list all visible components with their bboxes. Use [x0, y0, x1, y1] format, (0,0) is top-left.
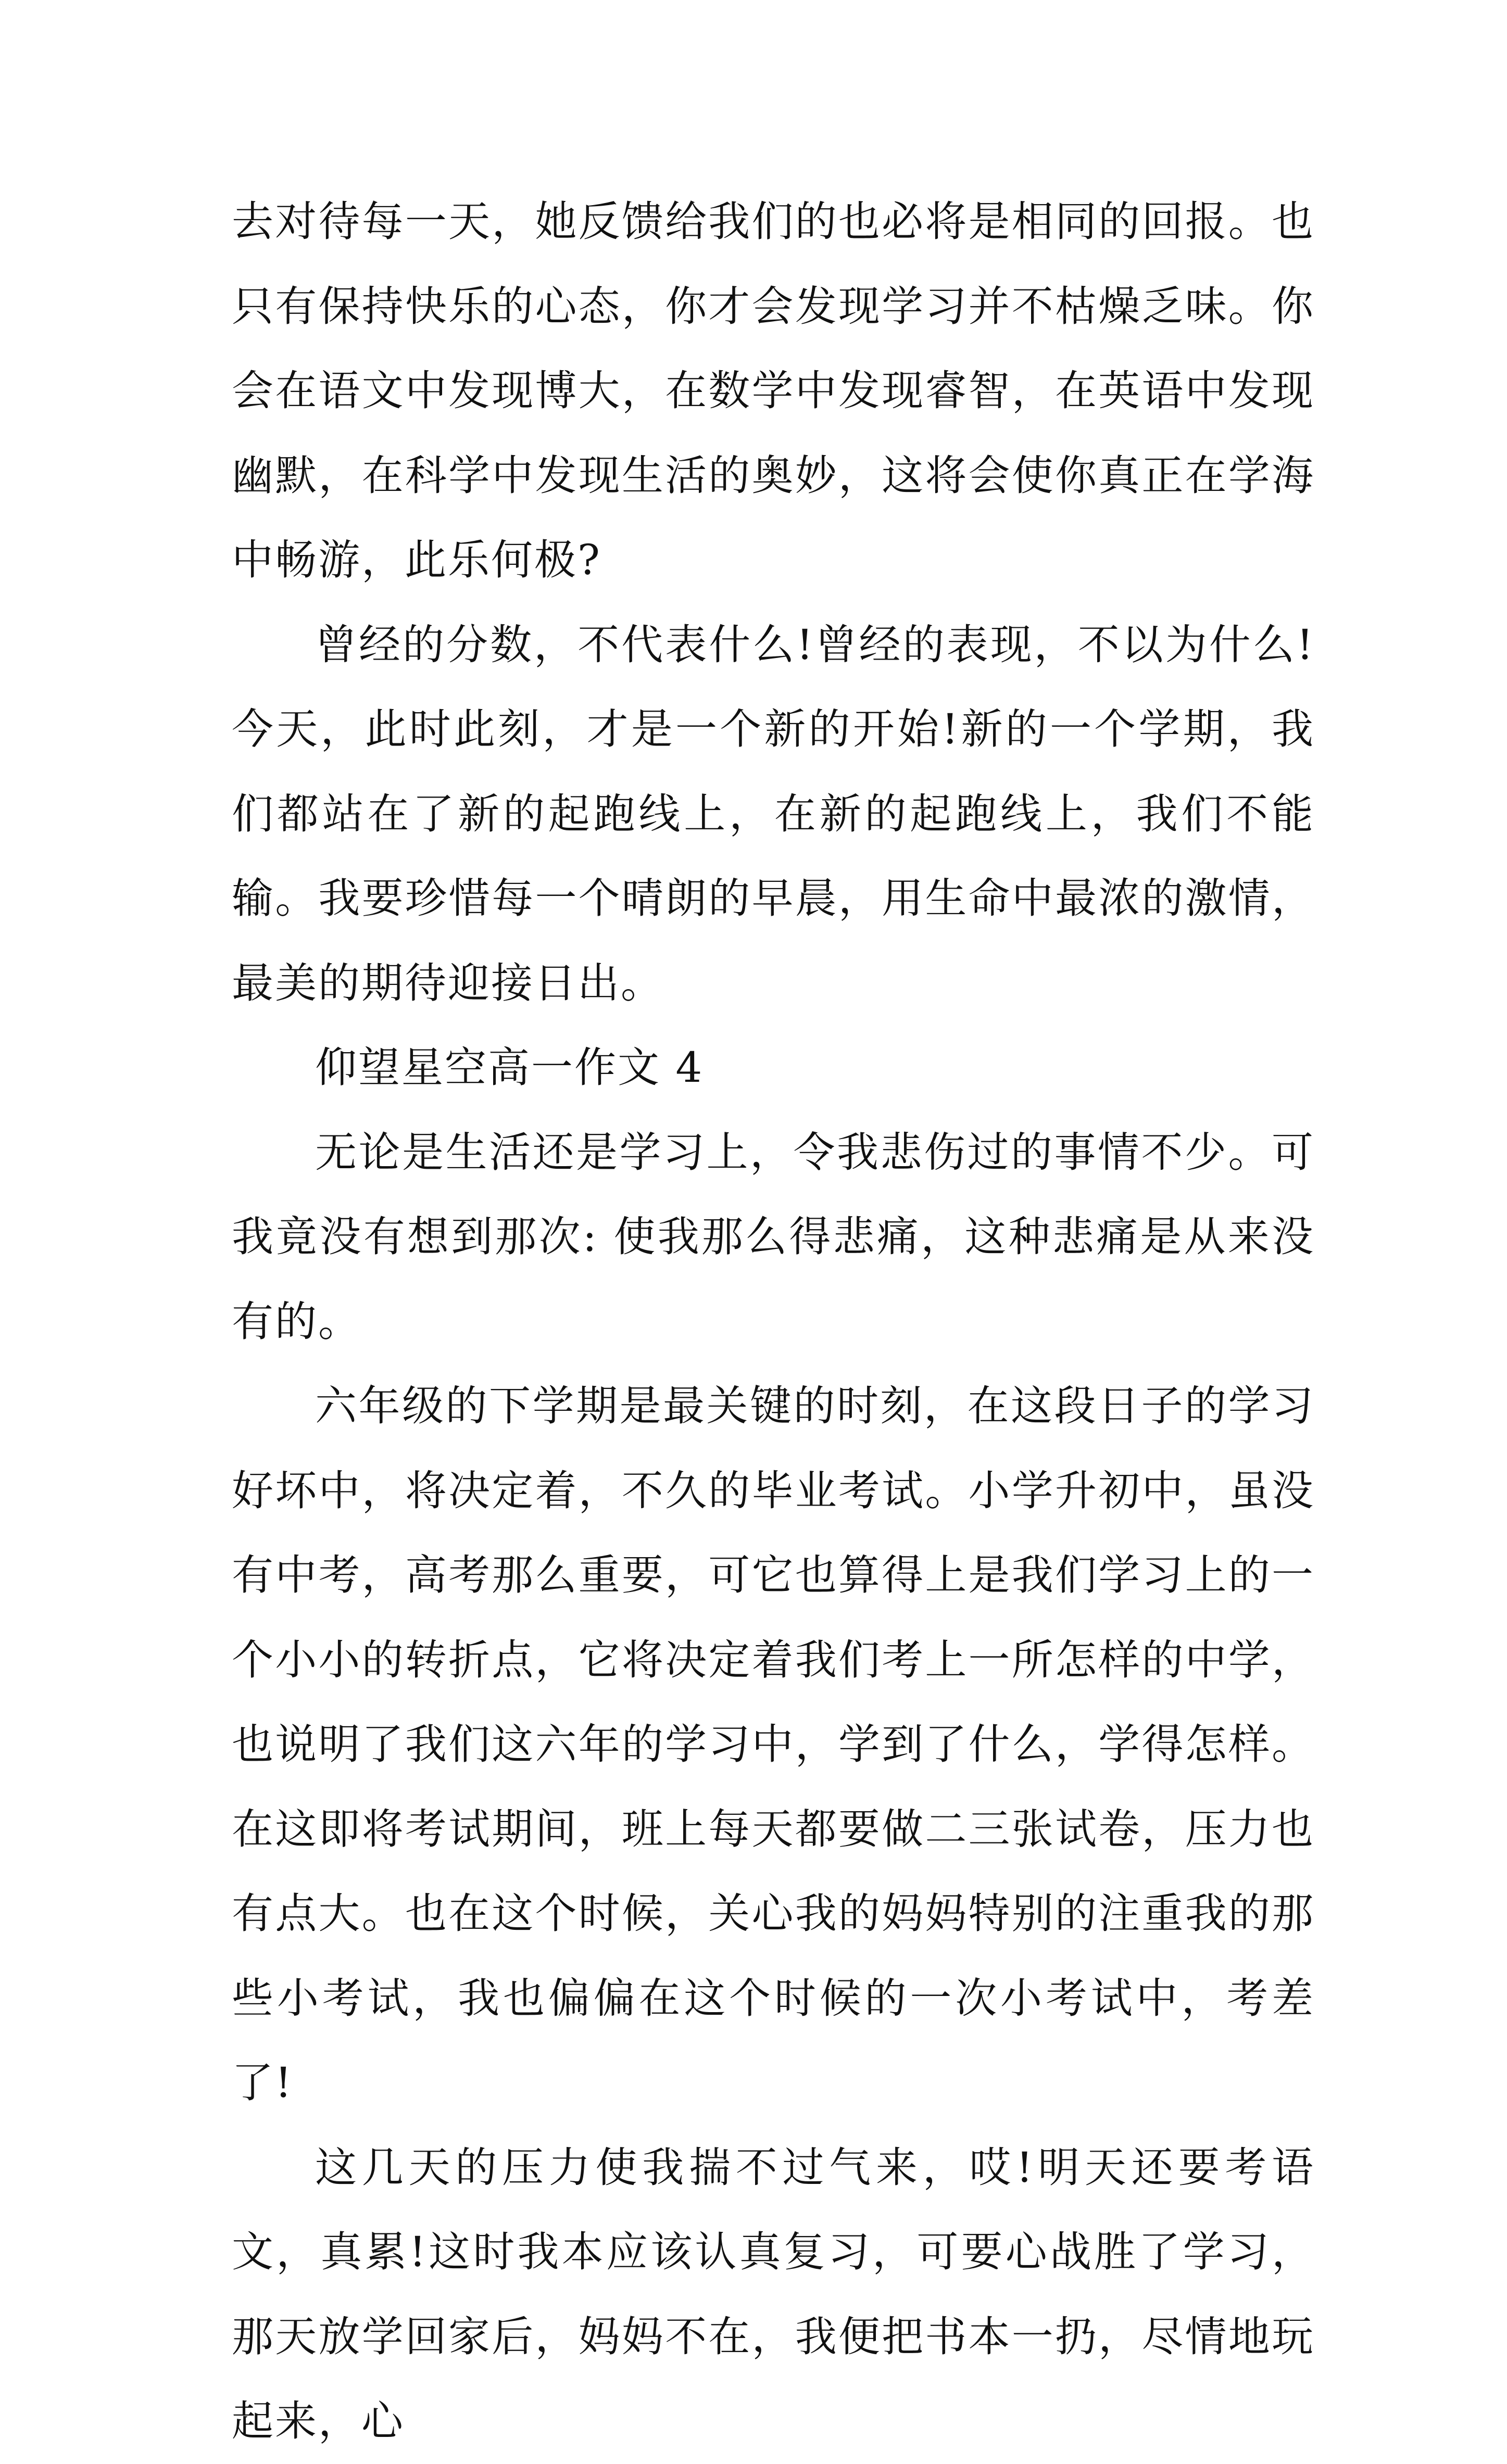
paragraph: 无论是生活还是学习上，令我悲伤过的事情不少。可我竟没有想到那次: 使我那么得悲痛，这种悲痛是从来没有的。 [232, 1128, 1315, 1346]
paragraph: 六年级的下学期是最关键的时刻，在这段日子的学习好坏中，将决定着，不久的毕业考试。小学升初中，虽没有中考，高考那么重要，可它也算得上是我们学习上的一个小小的转折点，它将决定着我们考上一所怎样的中学，也说明了我们这六年的学习中，学到了什么，学得怎样。在这即将考试期间，班上每天都要做二三张试卷，压力也有点大。也在这个时候，关心我的妈妈特别的注重我的那些小考试，我也偏偏在这个时候的一次小考试中，考差了! [232, 1382, 1315, 2107]
document-body [232, 180, 1315, 2464]
paragraph: 曾经的分数，不代表什么!曾经的表现，不以为什么!今天，此时此刻，才是一个新的开始!新的一个学期，我们都站在了新的起跑线上，在新的起跑线上，我们不能输。我要珍惜每一个晴朗的早晨，用生命中最浓的激情，最美的期待迎接日出。 [232, 620, 1315, 1007]
paragraph: 去对待每一天，她反馈给我们的也必将是相同的回报。也只有保持快乐的心态，你才会发现学习并不枯燥乏味。你会在语文中发现博大，在数学中发现睿智，在英语中发现幽默，在科学中发现生活的奥妙，这将会使你真正在学海中畅游，此乐何极? [232, 197, 1315, 584]
paragraph: 这几天的压力使我揣不过气来，哎!明天还要考语文，真累!这时我本应该认真复习，可要心战胜了学习，那天放学回家后，妈妈不在，我便把书本一扔，尽情地玩起来，心 [232, 2143, 1315, 2445]
essay-heading: 仰望星空高一作文 4 [315, 1043, 704, 1092]
